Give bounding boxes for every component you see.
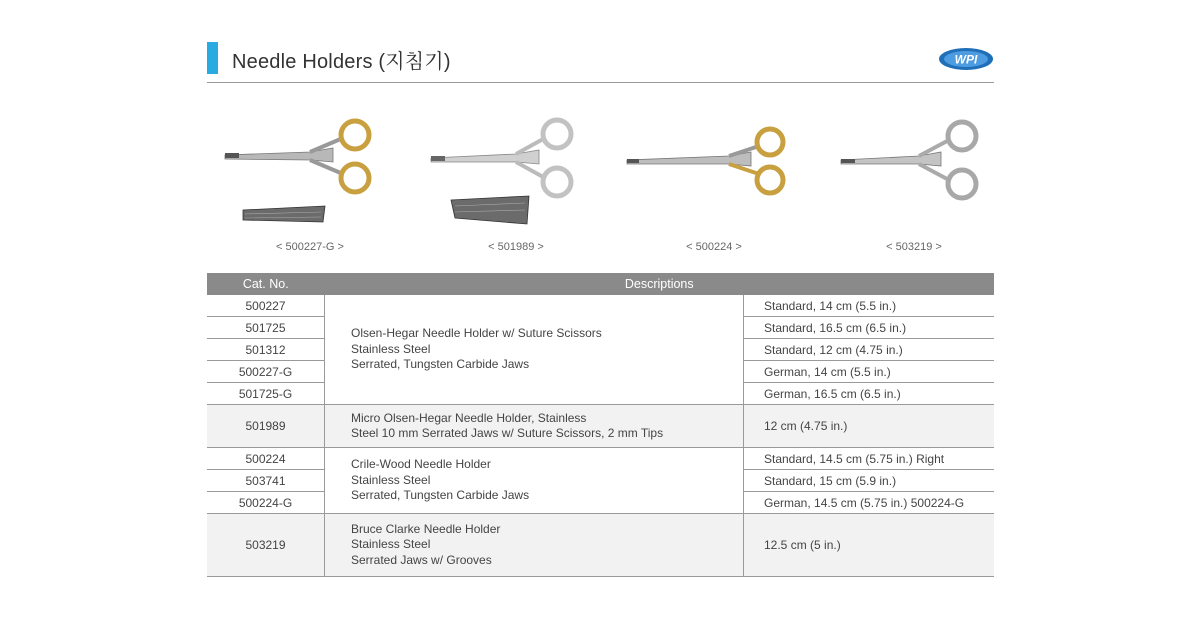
needle-holder-image	[421, 100, 611, 235]
cat-no-cell: 500227-G	[207, 361, 325, 383]
description-line: Stainless Steel	[351, 341, 431, 356]
needle-holder-image	[619, 100, 809, 235]
size-cell: Standard, 14 cm (5.5 in.)	[744, 295, 995, 317]
product-500227-G	[215, 100, 405, 260]
size-cell: Standard, 12 cm (4.75 in.)	[744, 339, 995, 361]
cat-no-cell: 500227	[207, 295, 325, 317]
size-cell: 12.5 cm (5 in.)	[744, 514, 995, 577]
cat-no-cell: 503741	[207, 470, 325, 492]
cat-no-cell: 503219	[207, 514, 325, 577]
description-cell	[325, 405, 744, 448]
wpi-logo	[938, 46, 994, 72]
cat-no-cell: 500224	[207, 448, 325, 470]
product-501989	[421, 100, 611, 260]
product-503219	[819, 100, 1009, 260]
title-accent-bar	[207, 42, 218, 74]
description-cell	[325, 514, 744, 577]
cat-no-cell: 501725-G	[207, 383, 325, 405]
product-gallery	[207, 100, 994, 260]
page-title: Needle Holders (지침기)	[232, 51, 451, 73]
description-line: Stainless Steel	[351, 472, 431, 487]
product-caption: < 503219 >	[886, 241, 942, 253]
page-header	[207, 42, 994, 83]
description-line: Serrated, Tungsten Carbide Jaws	[351, 357, 530, 372]
size-cell: German, 14 cm (5.5 in.)	[744, 361, 995, 383]
product-500224	[619, 100, 809, 260]
cat-no-cell: 501989	[207, 405, 325, 448]
product-caption: < 500227-G >	[276, 241, 344, 253]
description-line: Micro Olsen-Hegar Needle Holder, Stainless	[351, 410, 587, 425]
needle-holder-image	[215, 100, 405, 235]
cat-no-cell: 501725	[207, 317, 325, 339]
product-caption: < 501989 >	[488, 241, 544, 253]
cat-no-cell: 500224-G	[207, 492, 325, 514]
cat-no-cell: 501312	[207, 339, 325, 361]
description-line: Stainless Steel	[351, 537, 431, 552]
wpi-logo-text: WPI	[954, 52, 978, 67]
product-caption: < 500224 >	[686, 241, 742, 253]
product-table	[207, 273, 994, 577]
description-line: Crile-Wood Needle Holder	[351, 457, 491, 472]
description-line: Steel 10 mm Serrated Jaws w/ Suture Scissors, 2 mm Tips	[351, 426, 664, 440]
description-line: Olsen-Hegar Needle Holder w/ Suture Scissors	[351, 326, 602, 341]
description-cell	[325, 448, 744, 514]
description-line: Serrated Jaws w/ Grooves	[351, 552, 492, 567]
header-descriptions: Descriptions	[325, 273, 995, 295]
header-cat-no: Cat. No.	[207, 273, 325, 295]
description-line: Bruce Clarke Needle Holder	[351, 521, 501, 536]
description-line: Serrated, Tungsten Carbide Jaws	[351, 488, 530, 503]
description-cell	[325, 295, 744, 405]
size-cell: Standard, 14.5 cm (5.75 in.) Right	[744, 448, 995, 470]
size-cell: Standard, 16.5 cm (6.5 in.)	[744, 317, 995, 339]
needle-holder-image	[819, 100, 1009, 235]
size-cell: German, 14.5 cm (5.75 in.) 500224-G	[744, 492, 995, 514]
size-cell: Standard, 15 cm (5.9 in.)	[744, 470, 995, 492]
size-cell: German, 16.5 cm (6.5 in.)	[744, 383, 995, 405]
size-cell: 12 cm (4.75 in.)	[744, 405, 995, 448]
